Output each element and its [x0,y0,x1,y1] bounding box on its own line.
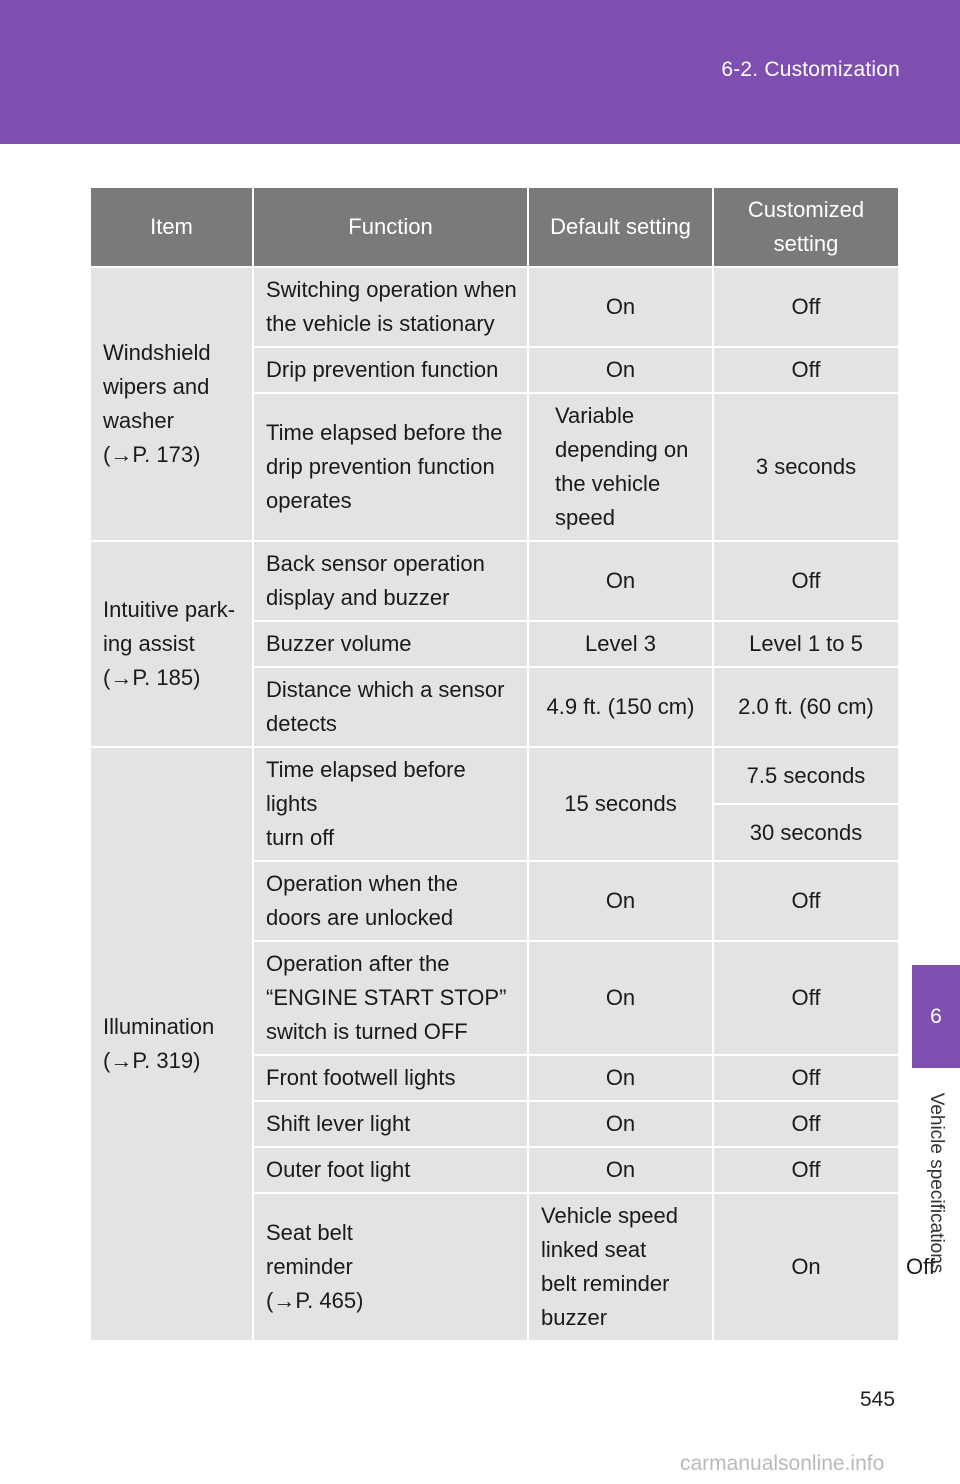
function-cell: Operation when the doors are unlocked [253,861,528,941]
function-cell: Time elapsed before lights turn off [253,747,528,861]
item-cell: Intuitive park- ing assist (→P. 185) [90,541,253,747]
table-row: Seat belt reminder (→P. 465) Vehicle speed linked seat belt reminder buzzer On Off [90,1193,899,1341]
default-cell: 15 seconds [528,747,713,861]
item-cell: Seat belt reminder (→P. 465) [253,1193,528,1341]
custom-cell: Level 1 to 5 [713,621,899,667]
function-cell: Drip prevention function [253,347,528,393]
function-cell: Vehicle speed linked seat belt reminder buzzer [528,1193,713,1341]
custom-cell: Off [713,347,899,393]
default-cell: Variable depending on the vehicle speed [528,393,713,541]
function-cell: Front footwell lights [253,1055,528,1101]
custom-cell: Off [713,267,899,347]
item-cell: Illumination (→P. 319) [90,747,253,1341]
column-header-default-setting: Default setting [528,187,713,267]
page-number: 545 [860,1388,896,1411]
function-cell: Shift lever light [253,1101,528,1147]
default-cell: 4.9 ft. (150 cm) [528,667,713,747]
default-cell: Level 3 [528,621,713,667]
default-cell: On [528,541,713,621]
custom-cell: Off [713,1147,899,1193]
column-header-customized-setting: Customized setting [713,187,899,267]
item-cell: Windshield wipers and washer (→P. 173) [90,267,253,541]
function-cell: Buzzer volume [253,621,528,667]
section-title: 6-2. Customization [721,58,900,81]
default-cell: On [528,1147,713,1193]
custom-cell: Off [713,941,899,1055]
custom-cell: Off [713,1101,899,1147]
table-header-row [90,187,899,267]
custom-cell: 7.5 seconds [713,747,899,804]
function-cell: Operation after the “ENGINE START STOP” switch is turned OFF [253,941,528,1055]
chapter-tab [912,965,960,1068]
default-cell: On [528,347,713,393]
custom-cell: 30 seconds [713,804,899,861]
function-cell: Back sensor operation display and buzzer [253,541,528,621]
header-band [0,0,960,144]
column-header-item: Item [90,187,253,267]
customization-table [89,186,935,1342]
table-row [90,541,899,621]
default-cell: On [528,1101,713,1147]
default-cell: On [528,861,713,941]
function-cell: Distance which a sensor detects [253,667,528,747]
table-row [90,267,899,347]
chapter-number: 6 [930,1004,942,1028]
chapter-label: Vehicle specifications [926,1092,947,1274]
custom-cell: Off [713,541,899,621]
default-cell: On [713,1193,899,1341]
default-cell: On [528,267,713,347]
table-row [90,747,899,804]
custom-cell: Off [713,1055,899,1101]
column-header-function: Function [253,187,528,267]
default-cell: On [528,941,713,1055]
function-cell: Switching operation when the vehicle is stationary [253,267,528,347]
function-cell: Time elapsed before the drip prevention function operates [253,393,528,541]
custom-cell: Off [713,861,899,941]
custom-cell: 3 seconds [713,393,899,541]
watermark-text: carmanualsonline.info [680,1452,885,1475]
default-cell: On [528,1055,713,1101]
function-cell: Outer foot light [253,1147,528,1193]
custom-cell: 2.0 ft. (60 cm) [713,667,899,747]
